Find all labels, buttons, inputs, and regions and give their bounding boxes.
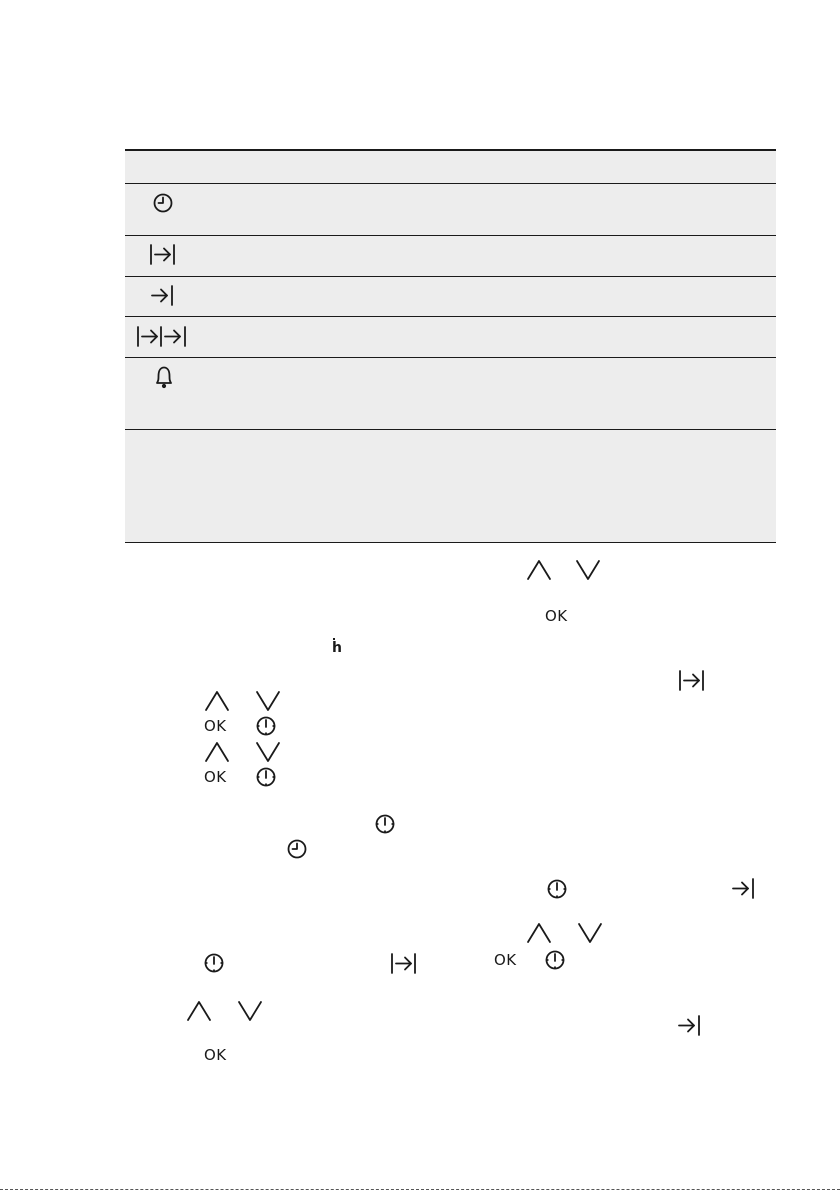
bell-icon <box>154 364 174 390</box>
clock-setting-icon <box>255 766 277 788</box>
up-arrow-icon <box>204 690 230 712</box>
up-arrow-icon <box>526 559 552 581</box>
duration-icon <box>390 952 418 976</box>
hours-symbol: h <box>332 640 343 656</box>
table-header-row <box>125 151 776 183</box>
end-icon <box>731 877 757 901</box>
table-row <box>125 277 776 316</box>
table-row <box>125 184 776 235</box>
ok-button-label: OK <box>204 1046 227 1064</box>
hours-symbol-dot <box>333 638 335 640</box>
up-arrow-icon <box>186 1000 212 1022</box>
duration-end-icon <box>136 325 190 349</box>
end-icon <box>677 1014 703 1038</box>
table-row <box>125 317 776 357</box>
down-arrow-icon <box>255 741 281 763</box>
table-row <box>125 430 776 542</box>
clock-setting-icon <box>203 952 225 974</box>
down-arrow-icon <box>237 1000 263 1022</box>
up-arrow-icon <box>204 741 230 763</box>
ok-button-label: OK <box>204 717 227 735</box>
page-bottom-edge <box>0 1189 840 1190</box>
up-arrow-icon <box>526 922 552 944</box>
ok-button-label: OK <box>204 768 227 786</box>
table-row <box>125 236 776 276</box>
duration-icon <box>149 243 177 267</box>
clock-setting-icon <box>544 949 566 971</box>
clock-icon <box>286 838 308 860</box>
table-row <box>125 358 776 429</box>
down-arrow-icon <box>577 922 603 944</box>
clock-icon <box>152 192 174 214</box>
ok-button-label: OK <box>545 607 568 625</box>
table-bottom-border <box>125 542 776 543</box>
down-arrow-icon <box>255 690 281 712</box>
clock-setting-icon <box>546 878 568 900</box>
down-arrow-icon <box>575 559 601 581</box>
clock-setting-icon <box>255 715 277 737</box>
clock-setting-icon <box>374 813 396 835</box>
duration-icon <box>678 669 706 693</box>
end-icon <box>150 284 176 308</box>
ok-button-label: OK <box>494 951 517 969</box>
